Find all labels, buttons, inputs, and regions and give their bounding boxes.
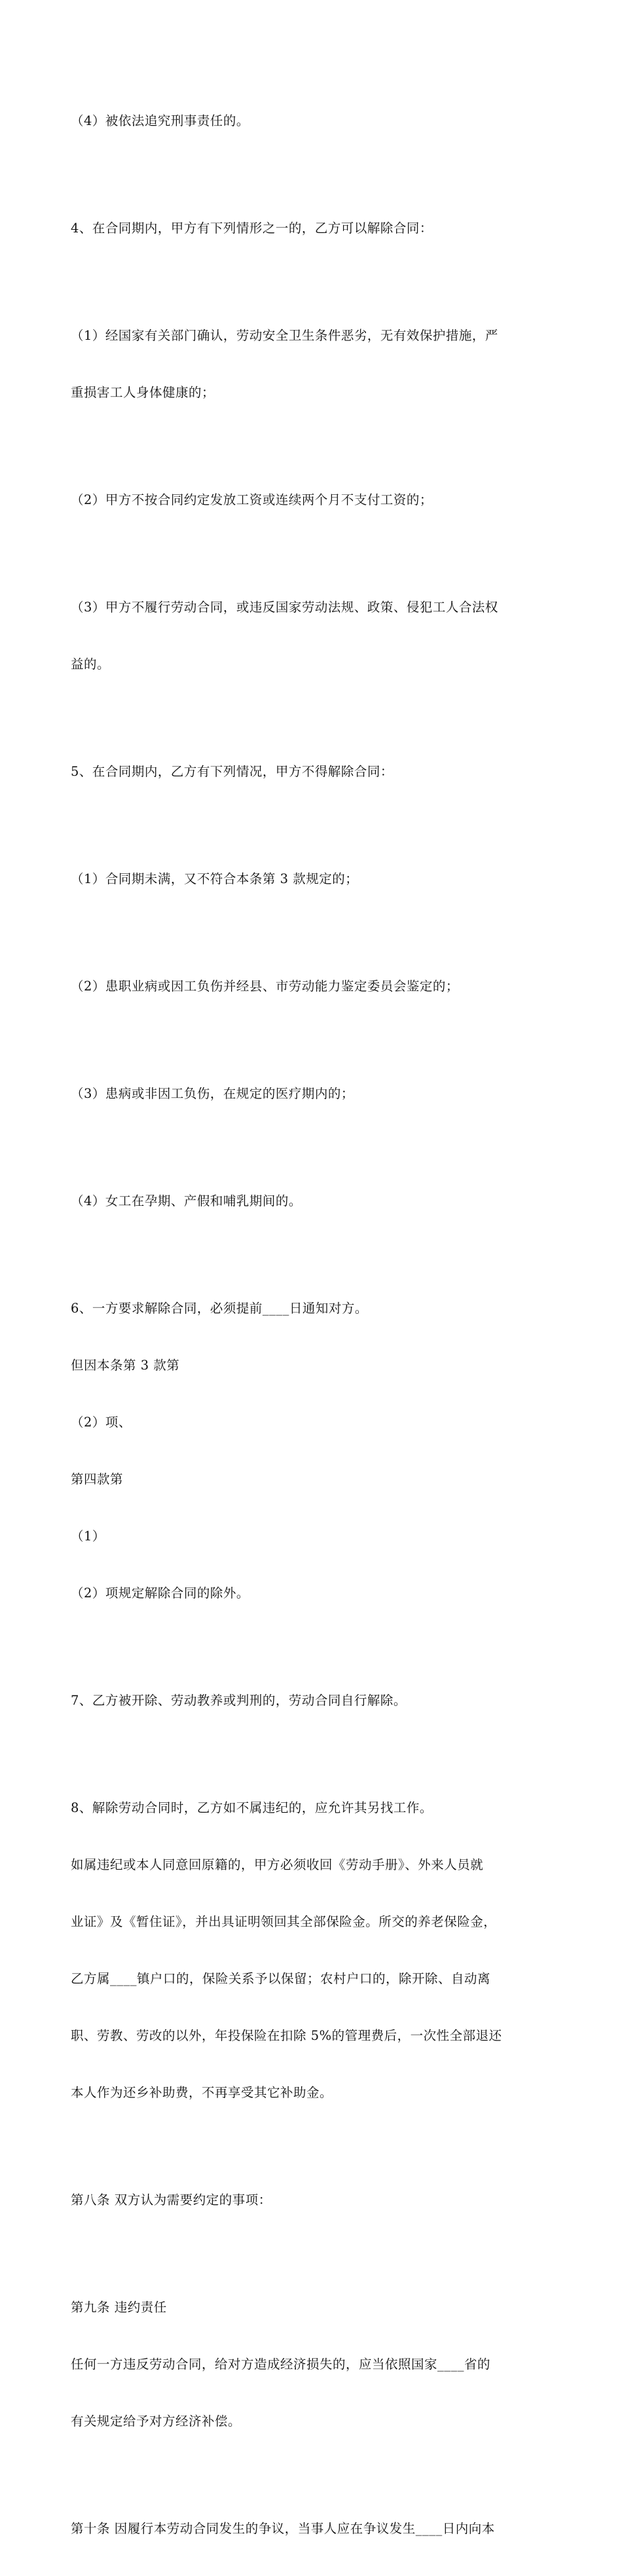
clause-heading (71, 181, 555, 276)
text-line: （3）患病或非因工负伤，在规定的医疗期内的； (71, 1086, 354, 1101)
clause-item (71, 939, 555, 1034)
article-heading (71, 2260, 555, 2469)
text-line: 乙方属____镇户口的，保险关系予以保留；农村户口的，除开除、自动离 (71, 1971, 491, 1986)
text-line: 第四款第 (71, 1472, 124, 1487)
text-line: 本人作为还乡补助费，不再享受其它补助金。 (71, 2085, 333, 2100)
clause-item (71, 1046, 555, 1141)
text-line: 第八条 双方认为需要约定的事项： (71, 2192, 272, 2207)
text-line: 益的。 (71, 657, 111, 672)
document-page (71, 73, 555, 2576)
clause-item (71, 452, 555, 547)
clause-heading (71, 1261, 555, 1641)
clause-heading (71, 724, 555, 819)
clause-item (71, 288, 555, 440)
text-line: 任何一方违反劳动合同，给对方造成经济损失的，应当依照国家____省的 (71, 2357, 491, 2372)
text-line: （2）项、 (71, 1415, 132, 1430)
text-line: 第九条 违约责任 (71, 2300, 167, 2315)
text-line: （4）女工在孕期、产假和哺乳期间的。 (71, 1193, 302, 1208)
text-line: 4、在合同期内，甲方有下列情形之一的，乙方可以解除合同： (71, 221, 433, 236)
text-line: （1）经国家有关部门确认，劳动安全卫生条件恶劣，无有效保护措施，严 (71, 328, 498, 343)
text-line: （2）项规定解除合同的除外。 (71, 1586, 249, 1601)
text-line: （1）合同期未满，又不符合本条第 3 款规定的； (71, 871, 359, 886)
text-line: 职、劳教、劳改的以外，年投保险在扣除 5%的管理费后，一次性全部退还 (71, 2028, 502, 2043)
text-line: 6、一方要求解除合同，必须提前____日通知对方。 (71, 1301, 368, 1316)
clause-heading (71, 1653, 555, 1748)
clause-item (71, 1153, 555, 1248)
text-line: （3）甲方不履行劳动合同，或违反国家劳动法规、政策、侵犯工人合法权 (71, 600, 498, 615)
clause-heading (71, 1760, 555, 2140)
text-line: 业证》及《暂住证》，并出具证明领回其全部保险金。所交的养老保险金， (71, 1914, 497, 1929)
clause-item (71, 73, 555, 168)
text-line: （2）甲方不按合同约定发放工资或连续两个月不支付工资的； (71, 492, 433, 507)
text-line: 8、解除劳动合同时，乙方如不属违纪的，应允许其另找工作。 (71, 1800, 433, 1815)
text-line: 7、乙方被开除、劳动教养或判刑的，劳动合同自行解除。 (71, 1693, 407, 1708)
article-heading (71, 2481, 555, 2576)
clause-item (71, 560, 555, 712)
text-line: 第十条 因履行本劳动合同发生的争议，当事人应在争议发生____日内向本 (71, 2521, 495, 2536)
text-line: （1） (71, 1529, 105, 1544)
text-line: 重损害工人身体健康的； (71, 385, 215, 400)
text-line: 但因本条第 3 款第 (71, 1358, 180, 1373)
text-line: （4）被依法追究刑事责任的。 (71, 113, 249, 128)
article-heading (71, 2152, 555, 2247)
text-line: 如属违纪或本人同意回原籍的，甲方必须收回《劳动手册》、外来人员就 (71, 1857, 484, 1872)
text-line: 有关规定给予对方经济补偿。 (71, 2414, 242, 2429)
text-line: （2）患职业病或因工负伤并经县、市劳动能力鉴定委员会鉴定的； (71, 979, 459, 994)
clause-item (71, 831, 555, 926)
text-line: 5、在合同期内，乙方有下列情况，甲方不得解除合同： (71, 764, 393, 779)
